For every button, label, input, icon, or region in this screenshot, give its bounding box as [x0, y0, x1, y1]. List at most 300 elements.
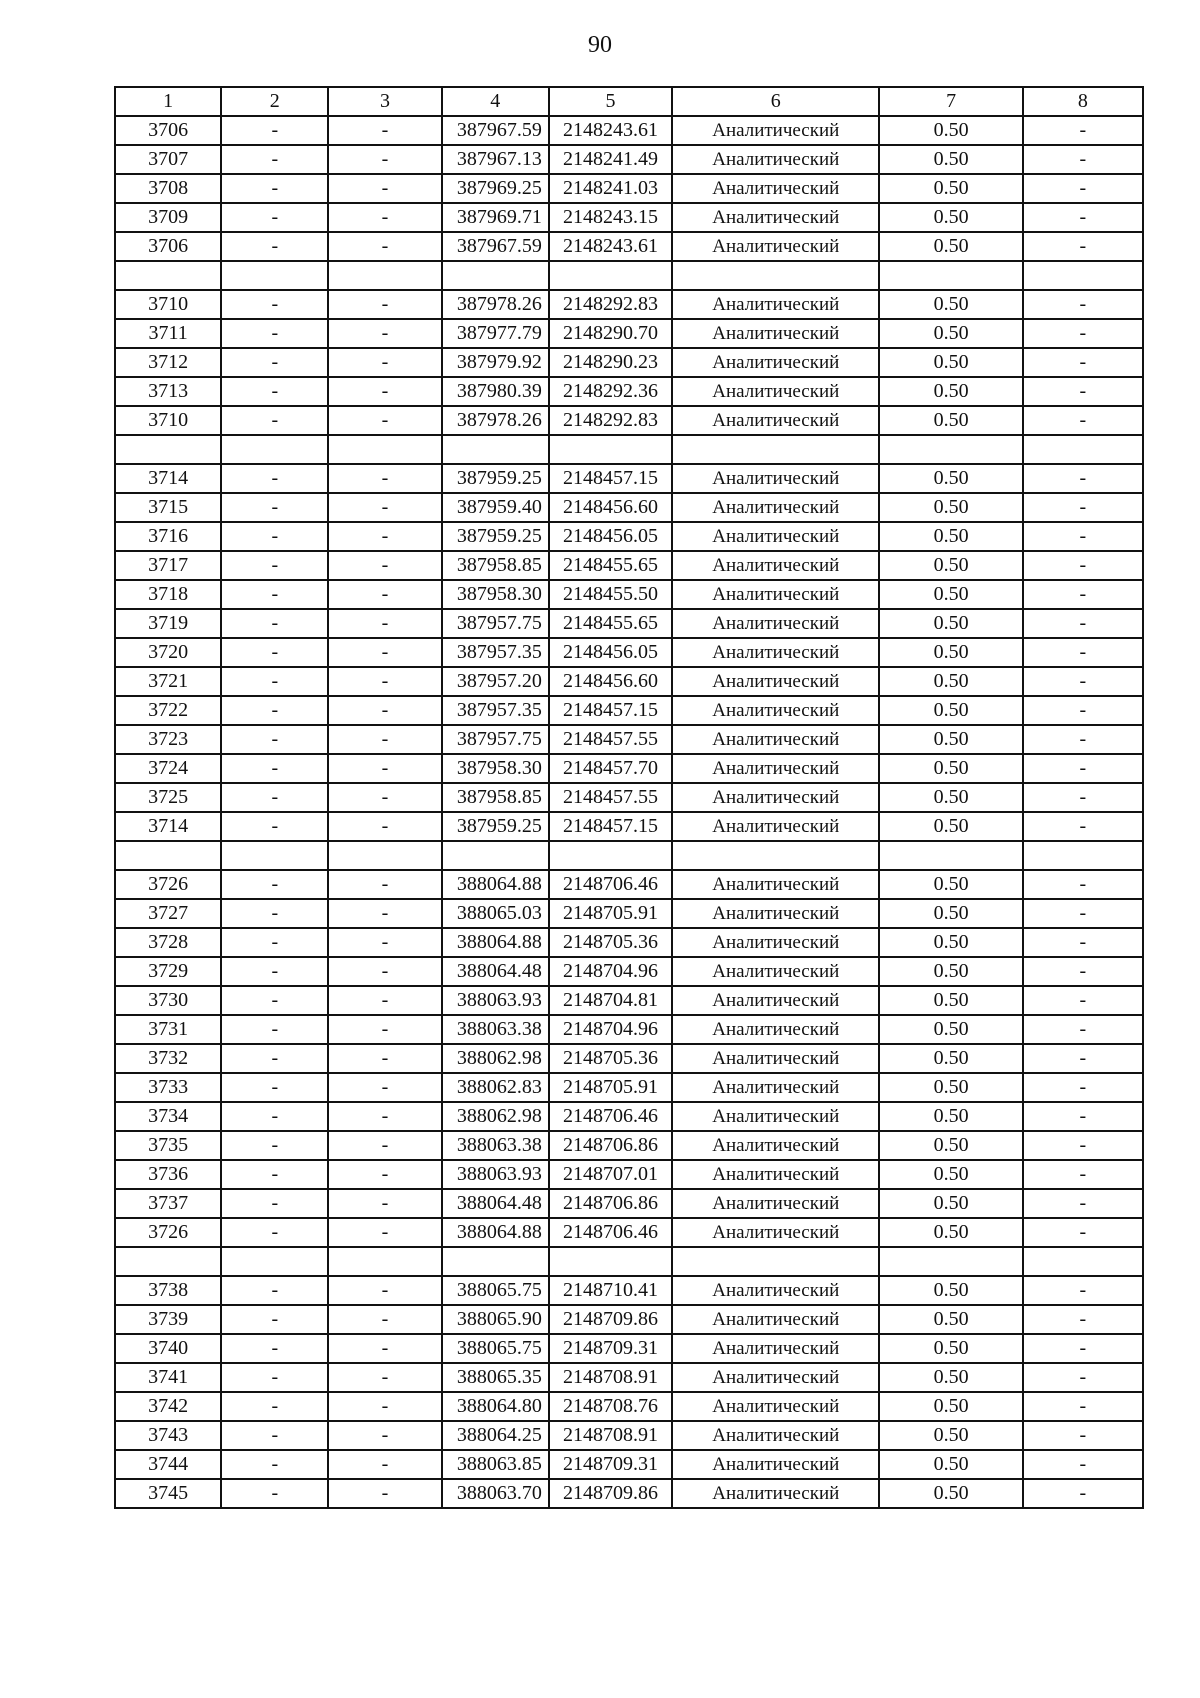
x-coordinate-cell: 388064.88 — [442, 928, 549, 957]
y-coordinate-cell: 2148455.65 — [549, 551, 672, 580]
method-cell: Аналитический — [672, 609, 879, 638]
x-coordinate-cell: 388063.38 — [442, 1131, 549, 1160]
y-coordinate-cell: 2148709.86 — [549, 1305, 672, 1334]
accuracy-cell: 0.50 — [879, 1160, 1022, 1189]
method-cell: Аналитический — [672, 1421, 879, 1450]
point-number-cell: 3715 — [115, 493, 221, 522]
col8-cell: - — [1023, 1334, 1143, 1363]
x-coordinate-cell: 387978.26 — [442, 290, 549, 319]
accuracy-cell: 0.50 — [879, 1276, 1022, 1305]
y-coordinate-cell — [549, 261, 672, 290]
col3-cell: - — [328, 667, 441, 696]
x-coordinate-cell: 387977.79 — [442, 319, 549, 348]
col2-cell: - — [221, 319, 328, 348]
col8-cell: - — [1023, 1044, 1143, 1073]
col2-cell: - — [221, 725, 328, 754]
table-row — [115, 1479, 1143, 1508]
col8-cell: - — [1023, 522, 1143, 551]
method-cell: Аналитический — [672, 957, 879, 986]
col3-cell: - — [328, 1479, 441, 1508]
x-coordinate-cell: 388064.48 — [442, 957, 549, 986]
accuracy-cell: 0.50 — [879, 1015, 1022, 1044]
col3-cell: - — [328, 1131, 441, 1160]
col8-cell: - — [1023, 928, 1143, 957]
col2-cell: - — [221, 348, 328, 377]
col2-cell: - — [221, 696, 328, 725]
col3-cell: - — [328, 203, 441, 232]
y-coordinate-cell: 2148706.86 — [549, 1189, 672, 1218]
y-coordinate-cell: 2148709.86 — [549, 1479, 672, 1508]
method-cell: Аналитический — [672, 899, 879, 928]
col2-cell: - — [221, 1479, 328, 1508]
method-cell: Аналитический — [672, 1392, 879, 1421]
point-number-cell: 3734 — [115, 1102, 221, 1131]
y-coordinate-cell: 2148457.55 — [549, 783, 672, 812]
col2-cell: - — [221, 1073, 328, 1102]
col3-cell: - — [328, 174, 441, 203]
col3-cell: - — [328, 899, 441, 928]
accuracy-cell: 0.50 — [879, 1392, 1022, 1421]
col2-cell: - — [221, 609, 328, 638]
col8-cell: - — [1023, 899, 1143, 928]
method-cell: Аналитический — [672, 1131, 879, 1160]
method-cell: Аналитический — [672, 522, 879, 551]
table-row — [115, 609, 1143, 638]
method-cell: Аналитический — [672, 377, 879, 406]
x-coordinate-cell: 387957.75 — [442, 609, 549, 638]
col3-cell: - — [328, 319, 441, 348]
table-row — [115, 957, 1143, 986]
x-coordinate-cell — [442, 1247, 549, 1276]
col8-cell — [1023, 1247, 1143, 1276]
method-cell: Аналитический — [672, 1102, 879, 1131]
col8-cell: - — [1023, 580, 1143, 609]
col2-cell: - — [221, 145, 328, 174]
col8-cell: - — [1023, 725, 1143, 754]
col2-cell: - — [221, 116, 328, 145]
method-cell: Аналитический — [672, 812, 879, 841]
point-number-cell: 3709 — [115, 203, 221, 232]
table-row — [115, 1421, 1143, 1450]
x-coordinate-cell — [442, 261, 549, 290]
col2-cell: - — [221, 1218, 328, 1247]
point-number-cell: 3711 — [115, 319, 221, 348]
point-number-cell: 3717 — [115, 551, 221, 580]
col3-cell: - — [328, 493, 441, 522]
point-number-cell: 3737 — [115, 1189, 221, 1218]
y-coordinate-cell: 2148457.15 — [549, 696, 672, 725]
table-row — [115, 174, 1143, 203]
method-cell — [672, 435, 879, 464]
point-number-cell: 3736 — [115, 1160, 221, 1189]
point-number-cell: 3723 — [115, 725, 221, 754]
col8-cell: - — [1023, 290, 1143, 319]
accuracy-cell: 0.50 — [879, 319, 1022, 348]
method-cell: Аналитический — [672, 406, 879, 435]
table-body — [115, 116, 1143, 1508]
table-row — [115, 1015, 1143, 1044]
point-number-cell: 3726 — [115, 870, 221, 899]
col2-cell — [221, 261, 328, 290]
x-coordinate-cell — [442, 841, 549, 870]
y-coordinate-cell: 2148705.36 — [549, 928, 672, 957]
x-coordinate-cell: 387957.35 — [442, 696, 549, 725]
col3-cell: - — [328, 580, 441, 609]
x-coordinate-cell — [442, 435, 549, 464]
column-header: 8 — [1023, 87, 1143, 116]
accuracy-cell: 0.50 — [879, 1102, 1022, 1131]
accuracy-cell: 0.50 — [879, 1044, 1022, 1073]
point-number-cell: 3732 — [115, 1044, 221, 1073]
col8-cell: - — [1023, 1450, 1143, 1479]
method-cell: Аналитический — [672, 1450, 879, 1479]
table-row — [115, 232, 1143, 261]
col3-cell — [328, 1247, 441, 1276]
point-number-cell: 3714 — [115, 464, 221, 493]
table-row — [115, 638, 1143, 667]
y-coordinate-cell: 2148705.91 — [549, 899, 672, 928]
table-row — [115, 203, 1143, 232]
col3-cell: - — [328, 928, 441, 957]
table-separator-row — [115, 1247, 1143, 1276]
col3-cell: - — [328, 870, 441, 899]
y-coordinate-cell: 2148709.31 — [549, 1450, 672, 1479]
point-number-cell: 3738 — [115, 1276, 221, 1305]
x-coordinate-cell: 388062.83 — [442, 1073, 549, 1102]
col3-cell: - — [328, 145, 441, 174]
accuracy-cell: 0.50 — [879, 1334, 1022, 1363]
col3-cell: - — [328, 609, 441, 638]
accuracy-cell: 0.50 — [879, 928, 1022, 957]
table-row — [115, 1102, 1143, 1131]
col8-cell: - — [1023, 957, 1143, 986]
col2-cell: - — [221, 1276, 328, 1305]
y-coordinate-cell — [549, 435, 672, 464]
column-header: 4 — [442, 87, 549, 116]
table-row — [115, 812, 1143, 841]
col3-cell: - — [328, 1450, 441, 1479]
col2-cell: - — [221, 1334, 328, 1363]
table-row — [115, 1073, 1143, 1102]
method-cell: Аналитический — [672, 638, 879, 667]
x-coordinate-cell: 387978.26 — [442, 406, 549, 435]
table-header-row — [115, 87, 1143, 116]
col8-cell: - — [1023, 1479, 1143, 1508]
accuracy-cell: 0.50 — [879, 1450, 1022, 1479]
accuracy-cell: 0.50 — [879, 551, 1022, 580]
point-number-cell — [115, 435, 221, 464]
x-coordinate-cell: 387958.30 — [442, 754, 549, 783]
col8-cell: - — [1023, 667, 1143, 696]
col3-cell: - — [328, 377, 441, 406]
accuracy-cell: 0.50 — [879, 1073, 1022, 1102]
y-coordinate-cell: 2148456.60 — [549, 493, 672, 522]
accuracy-cell: 0.50 — [879, 986, 1022, 1015]
col8-cell: - — [1023, 464, 1143, 493]
method-cell: Аналитический — [672, 1015, 879, 1044]
accuracy-cell: 0.50 — [879, 377, 1022, 406]
method-cell: Аналитический — [672, 870, 879, 899]
method-cell: Аналитический — [672, 145, 879, 174]
x-coordinate-cell: 388064.80 — [442, 1392, 549, 1421]
col8-cell: - — [1023, 1218, 1143, 1247]
col3-cell — [328, 435, 441, 464]
col8-cell — [1023, 841, 1143, 870]
accuracy-cell: 0.50 — [879, 899, 1022, 928]
col2-cell: - — [221, 812, 328, 841]
method-cell: Аналитический — [672, 551, 879, 580]
y-coordinate-cell: 2148708.91 — [549, 1363, 672, 1392]
col8-cell: - — [1023, 1131, 1143, 1160]
accuracy-cell: 0.50 — [879, 145, 1022, 174]
point-number-cell: 3743 — [115, 1421, 221, 1450]
accuracy-cell: 0.50 — [879, 783, 1022, 812]
point-number-cell: 3712 — [115, 348, 221, 377]
col2-cell: - — [221, 406, 328, 435]
col2-cell: - — [221, 783, 328, 812]
accuracy-cell: 0.50 — [879, 1218, 1022, 1247]
col2-cell: - — [221, 464, 328, 493]
point-number-cell: 3725 — [115, 783, 221, 812]
col3-cell: - — [328, 1305, 441, 1334]
col3-cell: - — [328, 1218, 441, 1247]
y-coordinate-cell: 2148243.61 — [549, 116, 672, 145]
col3-cell: - — [328, 1334, 441, 1363]
col8-cell — [1023, 261, 1143, 290]
point-number-cell: 3733 — [115, 1073, 221, 1102]
point-number-cell: 3735 — [115, 1131, 221, 1160]
col2-cell: - — [221, 754, 328, 783]
method-cell: Аналитический — [672, 493, 879, 522]
point-number-cell: 3721 — [115, 667, 221, 696]
point-number-cell: 3739 — [115, 1305, 221, 1334]
point-number-cell: 3710 — [115, 290, 221, 319]
col8-cell: - — [1023, 232, 1143, 261]
col8-cell: - — [1023, 812, 1143, 841]
table-row — [115, 1450, 1143, 1479]
col2-cell: - — [221, 1305, 328, 1334]
col8-cell: - — [1023, 1189, 1143, 1218]
accuracy-cell: 0.50 — [879, 580, 1022, 609]
point-number-cell: 3731 — [115, 1015, 221, 1044]
y-coordinate-cell: 2148709.31 — [549, 1334, 672, 1363]
accuracy-cell: 0.50 — [879, 406, 1022, 435]
y-coordinate-cell: 2148457.15 — [549, 464, 672, 493]
y-coordinate-cell: 2148706.46 — [549, 1102, 672, 1131]
accuracy-cell: 0.50 — [879, 870, 1022, 899]
table-row — [115, 1334, 1143, 1363]
method-cell: Аналитический — [672, 725, 879, 754]
col8-cell: - — [1023, 145, 1143, 174]
col8-cell: - — [1023, 116, 1143, 145]
method-cell: Аналитический — [672, 696, 879, 725]
col8-cell: - — [1023, 609, 1143, 638]
col8-cell: - — [1023, 1102, 1143, 1131]
col2-cell: - — [221, 667, 328, 696]
point-number-cell: 3719 — [115, 609, 221, 638]
x-coordinate-cell: 387969.25 — [442, 174, 549, 203]
y-coordinate-cell: 2148455.50 — [549, 580, 672, 609]
accuracy-cell: 0.50 — [879, 116, 1022, 145]
x-coordinate-cell: 387959.25 — [442, 812, 549, 841]
x-coordinate-cell: 388065.75 — [442, 1334, 549, 1363]
y-coordinate-cell: 2148708.76 — [549, 1392, 672, 1421]
col3-cell: - — [328, 1044, 441, 1073]
method-cell: Аналитический — [672, 667, 879, 696]
accuracy-cell: 0.50 — [879, 638, 1022, 667]
point-number-cell: 3729 — [115, 957, 221, 986]
accuracy-cell: 0.50 — [879, 174, 1022, 203]
table-row — [115, 783, 1143, 812]
col2-cell — [221, 841, 328, 870]
accuracy-cell: 0.50 — [879, 1479, 1022, 1508]
col3-cell: - — [328, 551, 441, 580]
col8-cell: - — [1023, 406, 1143, 435]
table-row — [115, 1189, 1143, 1218]
accuracy-cell: 0.50 — [879, 348, 1022, 377]
point-number-cell — [115, 841, 221, 870]
accuracy-cell: 0.50 — [879, 725, 1022, 754]
col3-cell: - — [328, 464, 441, 493]
col8-cell: - — [1023, 1160, 1143, 1189]
col2-cell: - — [221, 377, 328, 406]
col3-cell: - — [328, 1160, 441, 1189]
table-row — [115, 696, 1143, 725]
point-number-cell: 3741 — [115, 1363, 221, 1392]
y-coordinate-cell: 2148292.36 — [549, 377, 672, 406]
y-coordinate-cell: 2148708.91 — [549, 1421, 672, 1450]
col2-cell: - — [221, 957, 328, 986]
x-coordinate-cell: 388063.38 — [442, 1015, 549, 1044]
column-header: 1 — [115, 87, 221, 116]
col2-cell: - — [221, 1189, 328, 1218]
accuracy-cell: 0.50 — [879, 667, 1022, 696]
column-header: 5 — [549, 87, 672, 116]
y-coordinate-cell: 2148705.91 — [549, 1073, 672, 1102]
accuracy-cell: 0.50 — [879, 290, 1022, 319]
y-coordinate-cell: 2148704.96 — [549, 1015, 672, 1044]
table-row — [115, 870, 1143, 899]
method-cell: Аналитический — [672, 319, 879, 348]
method-cell: Аналитический — [672, 464, 879, 493]
point-number-cell: 3722 — [115, 696, 221, 725]
col2-cell: - — [221, 1131, 328, 1160]
y-coordinate-cell: 2148243.61 — [549, 232, 672, 261]
method-cell: Аналитический — [672, 1218, 879, 1247]
method-cell: Аналитический — [672, 928, 879, 957]
col2-cell: - — [221, 1363, 328, 1392]
table-row — [115, 551, 1143, 580]
table-row — [115, 319, 1143, 348]
col8-cell: - — [1023, 754, 1143, 783]
col8-cell: - — [1023, 319, 1143, 348]
point-number-cell: 3745 — [115, 1479, 221, 1508]
method-cell: Аналитический — [672, 783, 879, 812]
col8-cell: - — [1023, 1392, 1143, 1421]
col2-cell: - — [221, 580, 328, 609]
point-number-cell — [115, 261, 221, 290]
point-number-cell: 3726 — [115, 1218, 221, 1247]
table-row — [115, 1276, 1143, 1305]
y-coordinate-cell: 2148241.49 — [549, 145, 672, 174]
accuracy-cell: 0.50 — [879, 957, 1022, 986]
col2-cell: - — [221, 1392, 328, 1421]
col8-cell: - — [1023, 1363, 1143, 1392]
column-header: 7 — [879, 87, 1022, 116]
y-coordinate-cell: 2148707.01 — [549, 1160, 672, 1189]
method-cell: Аналитический — [672, 1073, 879, 1102]
table-row — [115, 1218, 1143, 1247]
column-header: 3 — [328, 87, 441, 116]
method-cell: Аналитический — [672, 1334, 879, 1363]
point-number-cell: 3740 — [115, 1334, 221, 1363]
y-coordinate-cell: 2148290.70 — [549, 319, 672, 348]
y-coordinate-cell: 2148457.70 — [549, 754, 672, 783]
col8-cell: - — [1023, 377, 1143, 406]
method-cell — [672, 841, 879, 870]
x-coordinate-cell: 387958.85 — [442, 551, 549, 580]
y-coordinate-cell: 2148706.86 — [549, 1131, 672, 1160]
x-coordinate-cell: 387957.35 — [442, 638, 549, 667]
point-number-cell: 3706 — [115, 116, 221, 145]
x-coordinate-cell: 388062.98 — [442, 1044, 549, 1073]
point-number-cell — [115, 1247, 221, 1276]
table-separator-row — [115, 261, 1143, 290]
y-coordinate-cell: 2148704.96 — [549, 957, 672, 986]
x-coordinate-cell: 387967.59 — [442, 232, 549, 261]
table-row — [115, 899, 1143, 928]
x-coordinate-cell: 388063.93 — [442, 986, 549, 1015]
col8-cell: - — [1023, 203, 1143, 232]
point-number-cell: 3710 — [115, 406, 221, 435]
col3-cell: - — [328, 290, 441, 319]
col8-cell: - — [1023, 1305, 1143, 1334]
col2-cell: - — [221, 870, 328, 899]
x-coordinate-cell: 387957.20 — [442, 667, 549, 696]
table-row — [115, 1392, 1143, 1421]
col3-cell: - — [328, 986, 441, 1015]
accuracy-cell: 0.50 — [879, 232, 1022, 261]
y-coordinate-cell — [549, 1247, 672, 1276]
table-row — [115, 725, 1143, 754]
col2-cell: - — [221, 174, 328, 203]
x-coordinate-cell: 388065.35 — [442, 1363, 549, 1392]
coordinates-table — [114, 86, 1144, 1509]
x-coordinate-cell: 387969.71 — [442, 203, 549, 232]
method-cell: Аналитический — [672, 1305, 879, 1334]
col3-cell: - — [328, 116, 441, 145]
accuracy-cell: 0.50 — [879, 1421, 1022, 1450]
method-cell: Аналитический — [672, 1479, 879, 1508]
method-cell: Аналитический — [672, 1363, 879, 1392]
col3-cell: - — [328, 1073, 441, 1102]
col2-cell: - — [221, 638, 328, 667]
method-cell: Аналитический — [672, 580, 879, 609]
table-row — [115, 348, 1143, 377]
col3-cell: - — [328, 232, 441, 261]
accuracy-cell: 0.50 — [879, 203, 1022, 232]
table-row — [115, 116, 1143, 145]
col8-cell: - — [1023, 696, 1143, 725]
x-coordinate-cell: 387958.85 — [442, 783, 549, 812]
col8-cell: - — [1023, 174, 1143, 203]
point-number-cell: 3714 — [115, 812, 221, 841]
table-row — [115, 406, 1143, 435]
method-cell: Аналитический — [672, 174, 879, 203]
table-row — [115, 754, 1143, 783]
x-coordinate-cell: 388063.93 — [442, 1160, 549, 1189]
col2-cell — [221, 1247, 328, 1276]
